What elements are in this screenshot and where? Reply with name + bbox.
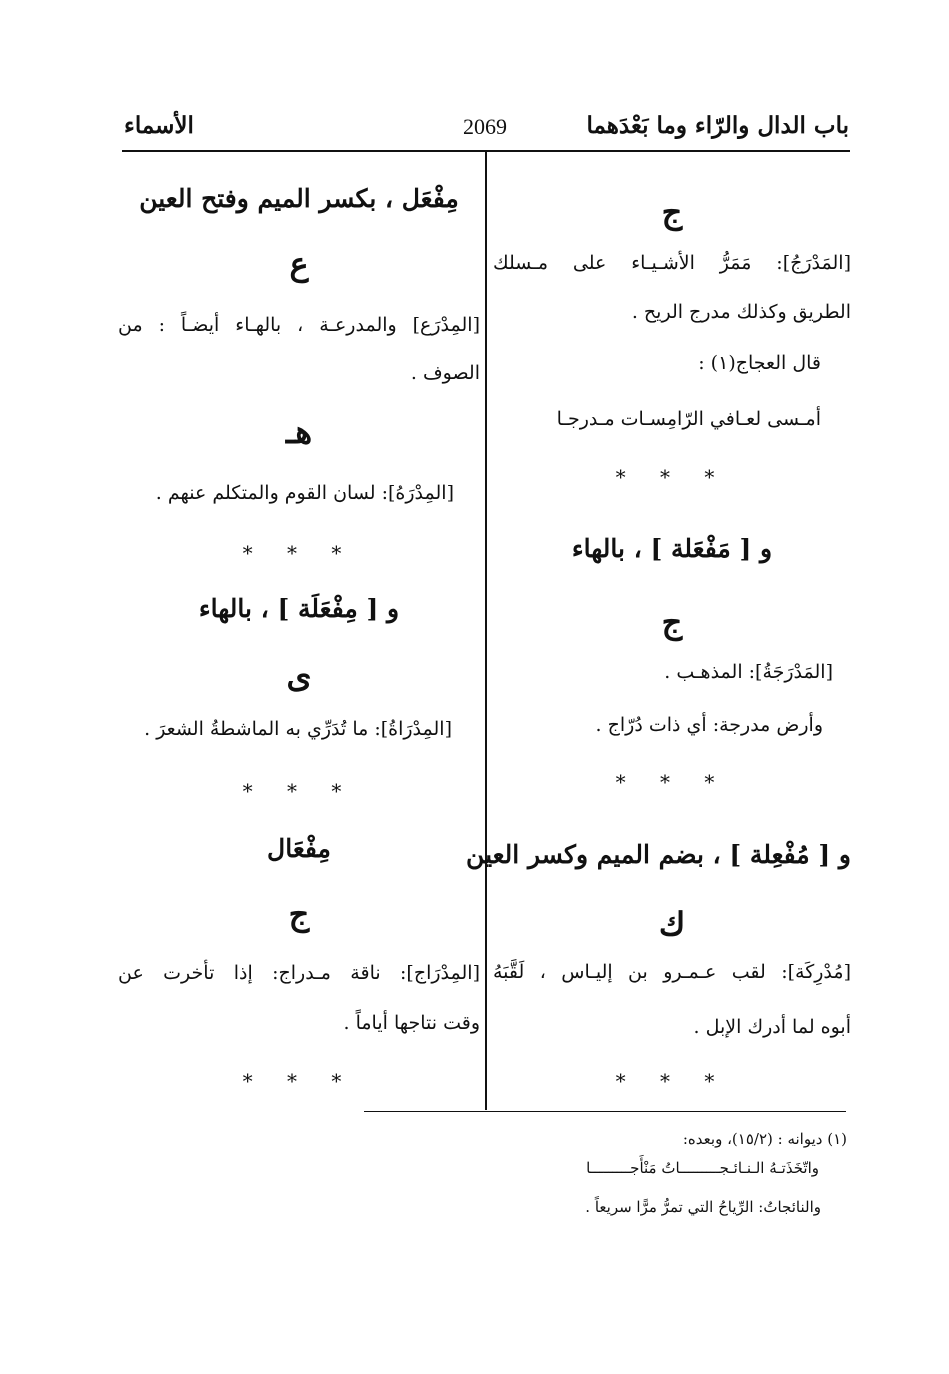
section-heading-mufila: و [ مُفْعِلة ] ، بضم الميم وكسر العين (466, 840, 851, 869)
quote-intro: قال العجاج(١) : (698, 352, 821, 374)
section-heading-mifala: و [ مِفْعَلَة ] ، بالهاء (198, 594, 400, 623)
entry-madraja: [المَدْرَجَةُ]: المذهـب . (664, 661, 833, 683)
letter-heading-ha: هـ (285, 413, 313, 451)
page-number: 2069 (463, 114, 507, 139)
footnote-rule (364, 1111, 846, 1112)
section-heading-mifal: مِفْعَل ، بكسر الميم وفتح العين (139, 184, 459, 213)
footnote-verse: واتّخَذَتـهُ الـنـائـجـــــــــاتُ مَنْأَجـــــــــا (586, 1159, 819, 1177)
running-header-section: الأسماء (124, 112, 194, 139)
letter-heading-jim: ج (661, 193, 683, 231)
entry-midra-line2: الصوف . (410, 362, 480, 384)
separator-stars: * * * (615, 465, 729, 489)
column-divider (485, 152, 487, 1110)
entry-ard-madraja: وأرض مدرجة: أي ذات دُرّاج . (595, 714, 823, 736)
entry-madraj-line2: الطريق وكذلك مدرج الريح . (631, 301, 851, 323)
running-header-chapter: باب الدال والرّاء وما بَعْدَهما (586, 112, 849, 139)
separator-stars: * * * (615, 1069, 729, 1093)
separator-stars: * * * (242, 779, 356, 803)
separator-stars: * * * (242, 541, 356, 565)
letter-heading-ya: ى (286, 657, 312, 695)
letter-heading-ain: ع (289, 245, 309, 283)
entry-midraj-line1: [المِدْرَاج]: ناقة مـدراج: إذا تأخرت عن (118, 962, 480, 984)
entry-midrah: [المِدْرَهُ]: لسان القوم والمتكلم عنهم . (155, 482, 454, 504)
section-heading-mafala: و [ مَفْعَلة ] ، بالهاء (571, 534, 773, 563)
separator-stars: * * * (242, 1069, 356, 1093)
entry-midraa: [المِدْرَاةُ]: ما تُدَرِّي به الماشطةُ الشعرَ . (144, 718, 452, 740)
verse-line: أمـسى لعـافي الرّامِسـات مـدرجـا (556, 408, 821, 430)
letter-heading-kaf: ك (658, 905, 686, 943)
entry-mudrika-line2: أبوه لما أدرك الإبل . (693, 1016, 851, 1038)
entry-midra-line1: [المِدْرَع] والمدرعـة ، بالهـاء أيضـاً : من (118, 314, 480, 336)
entry-mudrika-line1: [مُدْرِكَة]: لقب عـمـرو بن إليـاس ، لَقَّبَهُ (493, 961, 851, 983)
letter-heading-jim: ج (288, 895, 310, 933)
letter-heading-jim: ج (661, 603, 683, 641)
separator-stars: * * * (615, 770, 729, 794)
entry-madraj-line1: [المَدْرَجُ]: مَمَرُّ الأشـيـاء على مـسلك (493, 252, 851, 274)
footnote-1: (١) ديوانه : (١٥/٢)، وبعده: (682, 1130, 847, 1148)
footnote-gloss: والنائجاتُ: الرِّياحُ التي تمرُّ مرًّا سريعاً . (585, 1198, 821, 1216)
entry-midraj-line2: وقت نتاجها أياماً . (343, 1012, 480, 1034)
section-heading-mifaal: مِفْعَال (267, 834, 331, 863)
